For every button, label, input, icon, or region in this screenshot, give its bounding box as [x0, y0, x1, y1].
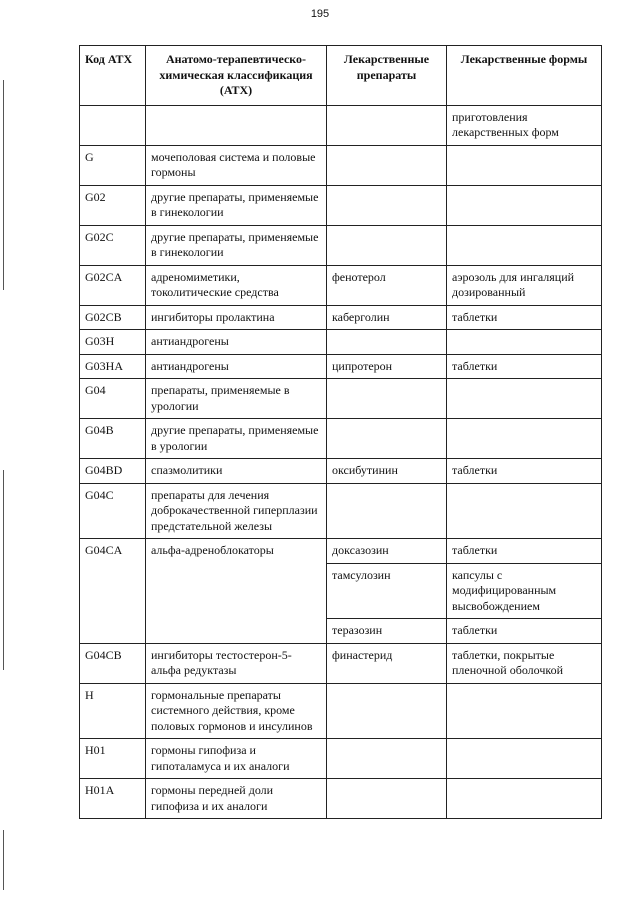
atc-table — [79, 45, 602, 819]
drug-cell — [327, 105, 447, 145]
form-cell — [447, 185, 602, 225]
form-cell: таблетки — [447, 459, 602, 484]
page-number: 195 — [310, 8, 330, 20]
drug-cell: тамсулозин — [327, 563, 447, 619]
code-cell: G — [80, 145, 146, 185]
form-cell — [447, 683, 602, 739]
table-row — [80, 185, 602, 225]
form-cell — [447, 419, 602, 459]
code-cell: G02CB — [80, 305, 146, 330]
classification-cell: препараты, применяемые в урологии — [146, 379, 327, 419]
drug-cell — [327, 683, 447, 739]
table-row — [80, 330, 602, 355]
drug-cell: фенотерол — [327, 265, 447, 305]
classification-cell — [146, 105, 327, 145]
drug-cell — [327, 145, 447, 185]
code-cell: G04BD — [80, 459, 146, 484]
classification-cell: другие препараты, применяемые в гинекологии — [146, 185, 327, 225]
code-cell: G02CA — [80, 265, 146, 305]
table-row — [80, 483, 602, 539]
table-row — [80, 225, 602, 265]
classification-cell: ингибиторы тестостерон-5-альфа редуктазы — [146, 643, 327, 683]
code-cell: G02 — [80, 185, 146, 225]
table-row — [80, 419, 602, 459]
left-margin-mark — [3, 830, 4, 890]
header-code: Код АТХ — [80, 46, 146, 106]
drug-cell — [327, 225, 447, 265]
form-cell — [447, 379, 602, 419]
form-cell: таблетки — [447, 619, 602, 644]
table-row — [80, 459, 602, 484]
classification-cell: ингибиторы пролактина — [146, 305, 327, 330]
drug-cell: доксазозин — [327, 539, 447, 564]
left-margin-mark — [3, 470, 4, 670]
code-cell: G04CA — [80, 539, 146, 644]
form-cell — [447, 225, 602, 265]
table-row — [80, 779, 602, 819]
drug-cell: оксибутинин — [327, 459, 447, 484]
header-classification: Анатомо-терапевтическо-химическая классификация (АТХ) — [146, 46, 327, 106]
classification-cell: другие препараты, применяемые в гинекологии — [146, 225, 327, 265]
classification-cell: мочеполовая система и половые гормоны — [146, 145, 327, 185]
table-row — [80, 145, 602, 185]
form-cell: таблетки, покрытые пленочной оболочкой — [447, 643, 602, 683]
drug-cell: ципротерон — [327, 354, 447, 379]
classification-cell: гормональные препараты системного действия, кроме половых гормонов и инсулинов — [146, 683, 327, 739]
form-cell: таблетки — [447, 305, 602, 330]
classification-cell: спазмолитики — [146, 459, 327, 484]
form-cell — [447, 483, 602, 539]
code-cell: G04 — [80, 379, 146, 419]
code-cell: H01A — [80, 779, 146, 819]
drug-cell — [327, 379, 447, 419]
table-row — [80, 539, 602, 564]
drug-cell: финастерид — [327, 643, 447, 683]
table-row — [80, 105, 602, 145]
table-row — [80, 739, 602, 779]
table-row — [80, 683, 602, 739]
table-row — [80, 643, 602, 683]
classification-cell: антиандрогены — [146, 354, 327, 379]
drug-cell — [327, 330, 447, 355]
form-cell: таблетки — [447, 354, 602, 379]
table-row — [80, 354, 602, 379]
classification-cell: адреномиметики, токолитические средства — [146, 265, 327, 305]
code-cell: H01 — [80, 739, 146, 779]
table-header-row — [80, 46, 602, 106]
form-cell: капсулы с модифицированным высвобождением — [447, 563, 602, 619]
header-forms: Лекарственные формы — [447, 46, 602, 106]
code-cell: G03HA — [80, 354, 146, 379]
table-row — [80, 265, 602, 305]
drug-cell: каберголин — [327, 305, 447, 330]
code-cell: G02C — [80, 225, 146, 265]
drug-cell — [327, 779, 447, 819]
classification-cell: другие препараты, применяемые в урологии — [146, 419, 327, 459]
form-cell — [447, 739, 602, 779]
code-cell: G04B — [80, 419, 146, 459]
code-cell: H — [80, 683, 146, 739]
table-row — [80, 305, 602, 330]
form-cell — [447, 779, 602, 819]
classification-cell: гормоны гипофиза и гипоталамуса и их аналоги — [146, 739, 327, 779]
code-cell — [80, 105, 146, 145]
form-cell: аэрозоль для ингаляций дозированный — [447, 265, 602, 305]
code-cell: G04CB — [80, 643, 146, 683]
classification-cell: гормоны передней доли гипофиза и их аналоги — [146, 779, 327, 819]
drug-cell: теразозин — [327, 619, 447, 644]
classification-cell: альфа-адреноблокаторы — [146, 539, 327, 644]
form-cell — [447, 330, 602, 355]
code-cell: G04C — [80, 483, 146, 539]
drug-cell — [327, 185, 447, 225]
drug-cell — [327, 483, 447, 539]
code-cell: G03H — [80, 330, 146, 355]
classification-cell: препараты для лечения доброкачественной гиперплазии предстательной железы — [146, 483, 327, 539]
drug-cell — [327, 419, 447, 459]
form-cell: таблетки — [447, 539, 602, 564]
form-cell — [447, 145, 602, 185]
left-margin-mark — [3, 80, 4, 290]
classification-cell: антиандрогены — [146, 330, 327, 355]
form-cell: приготовления лекарственных форм — [447, 105, 602, 145]
table-row — [80, 379, 602, 419]
drug-cell — [327, 739, 447, 779]
header-drugs: Лекарственные препараты — [327, 46, 447, 106]
